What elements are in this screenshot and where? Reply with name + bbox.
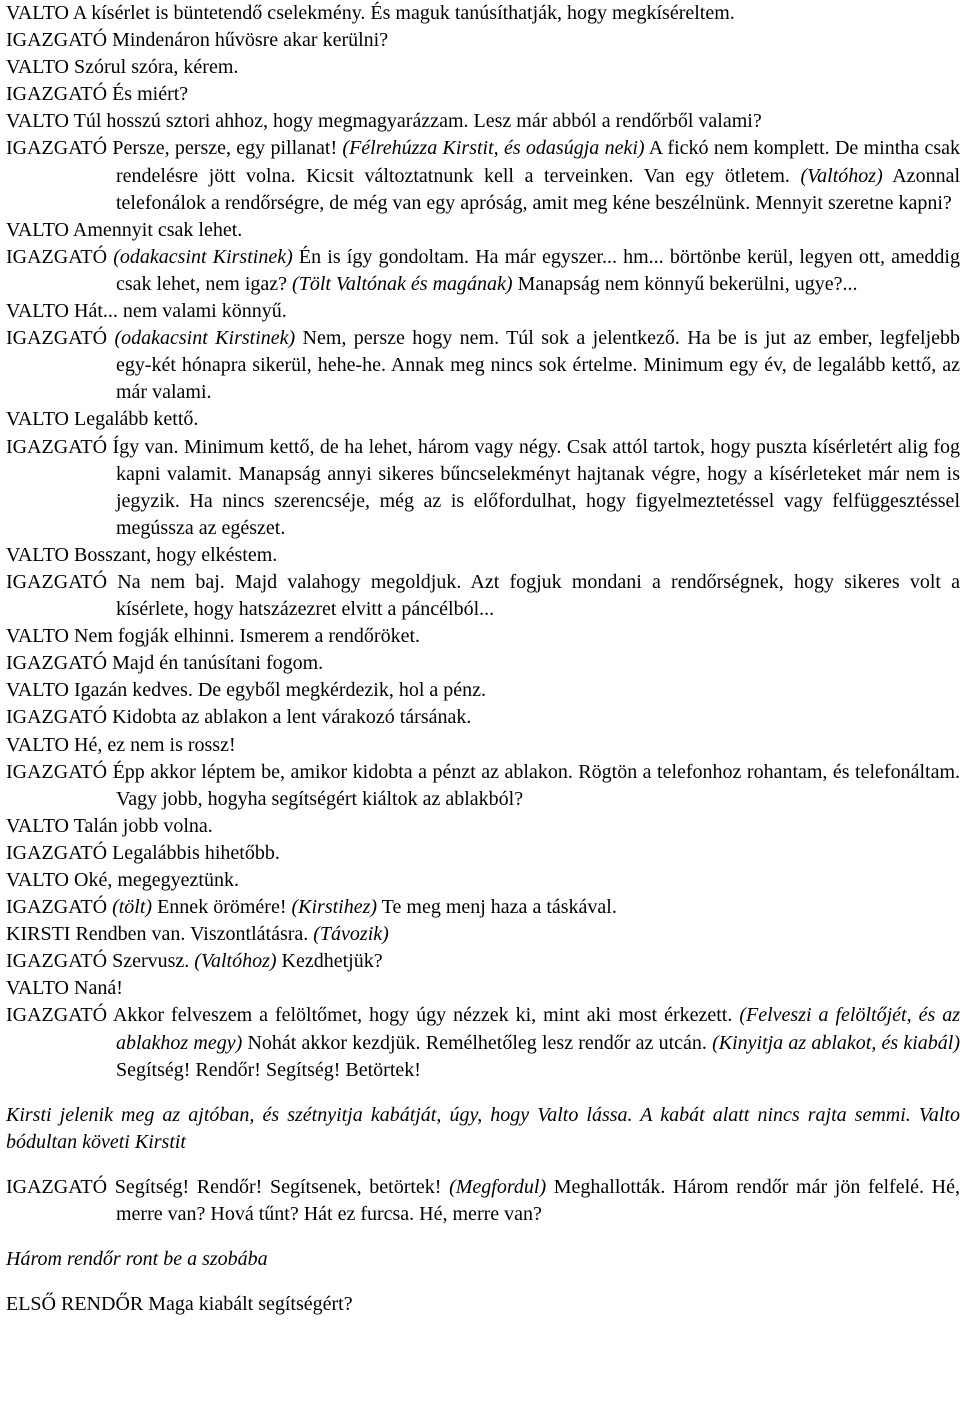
dialogue-line <box>6 542 960 569</box>
speaker-name: VALTO <box>6 56 69 79</box>
dialogue-text: Segítség! Rendőr! Segítsenek, betörtek! <box>107 1175 450 1198</box>
dialogue-text: Épp akkor léptem be, amikor kidobta a pénzt az ablakon. Rögtön a telefonhoz rohantam, és telefonáltam. Vagy jobb, hogyha segítségért kiáltok az ablakból? <box>107 760 960 810</box>
dialogue-text: Bosszant, hogy elkéstem. <box>69 543 278 566</box>
dialogue-line <box>6 1002 960 1083</box>
speaker-name: VALTO <box>6 110 69 133</box>
dialogue-line <box>6 298 960 325</box>
dialogue-line <box>6 569 960 623</box>
dialogue-line <box>6 54 960 81</box>
dialogue-text: Kezdhetjük? <box>276 950 383 973</box>
dialogue-text: Persze, persze, egy pillanat! <box>107 137 343 160</box>
speaker-name: VALTO <box>6 543 69 566</box>
speaker-name: IGAZGATÓ <box>6 245 108 268</box>
stage-direction-inline: (Tölt Valtónak és magának) <box>292 272 513 295</box>
speaker-name: IGAZGATÓ <box>6 570 108 593</box>
dialogue-text: És miért? <box>107 83 189 106</box>
speaker-name: IGAZGATÓ <box>6 1175 108 1198</box>
speaker-name: IGAZGATÓ <box>6 83 108 106</box>
speaker-name: IGAZGATÓ <box>6 652 108 675</box>
dialogue-text: Nem, persze hogy nem. Túl sok a jelentkező. Ha be is jut az ember, legfeljebb egy-két hónapra sikerül, hehe-he. Annak meg nincs sok értelme. Minimum egy év, de legalább kettő, az már valami. <box>116 327 960 404</box>
dialogue-line <box>6 27 960 54</box>
speaker-name: IGAZGATÓ <box>6 706 108 729</box>
speaker-name: VALTO <box>6 408 69 431</box>
dialogue-text: A kísérlet is büntetendő cselekmény. És maguk tanúsíthatják, hogy megkíséreltem. <box>69 2 735 24</box>
stage-direction-inline: (Kinyitja az ablakot, és kiabál) <box>712 1031 960 1054</box>
stage-direction-inline: (Távozik) <box>313 923 389 946</box>
dialogue-text: Naná! <box>69 977 123 1000</box>
dialogue-text: A fickó nem komplett. De mintha csak rendelésre jött volna. Kicsit változtatnunk kell a terveinken. Van egy ötletem. <box>116 137 960 187</box>
speaker-name: IGAZGATÓ <box>6 841 108 864</box>
dialogue-line <box>6 108 960 135</box>
stage-direction: Kirsti jelenik meg az ajtóban, és szétnyitja kabátját, úgy, hogy Valto lássa. A kabát alatt nincs rajta semmi. Valto bódultan követi Kirstit <box>6 1103 960 1153</box>
dialogue-line <box>6 135 960 216</box>
dialogue-line <box>6 840 960 867</box>
dialogue-line <box>6 244 960 298</box>
dialogue-text: Hát... nem valami könnyű. <box>69 300 287 323</box>
stage-direction-inline: (Valtóhoz) <box>800 164 883 187</box>
speaker-name: VALTO <box>6 2 69 24</box>
dialogue-line <box>6 677 960 704</box>
dialogue-text: Szórul szóra, kérem. <box>69 56 239 79</box>
speaker-name: VALTO <box>6 733 69 756</box>
speaker-name: KIRSTI <box>6 923 71 946</box>
dialogue-text: Kidobta az ablakon a lent várakozó társának. <box>107 706 472 729</box>
speaker-name: VALTO <box>6 300 69 323</box>
speaker-name: VALTO <box>6 869 69 891</box>
speaker-name: ELSŐ RENDŐR <box>6 1293 144 1316</box>
dialogue-text: Igazán kedves. De egyből megkérdezik, hol a pénz. <box>69 679 487 702</box>
stage-direction-inline: (Kirstihez) <box>291 896 378 919</box>
stage-direction-inline: (odakacsint Kirstinek) <box>113 245 293 268</box>
dialogue-line <box>6 704 960 731</box>
stage-direction-inline: (tölt) <box>112 896 153 919</box>
dialogue-line <box>6 867 960 894</box>
dialogue-text: Manapság nem könnyű bekerülni, ugye?... <box>512 272 858 295</box>
dialogue-block-after-stage-1 <box>6 1174 960 1228</box>
speaker-name: IGAZGATÓ <box>6 896 108 919</box>
script-page <box>6 0 960 1318</box>
stage-direction: Három rendőr ront be a szobába <box>6 1248 268 1271</box>
dialogue-block <box>6 0 960 1084</box>
dialogue-line <box>6 0 960 27</box>
dialogue-text: Legalább kettő. <box>69 408 199 431</box>
speaker-name: VALTO <box>6 625 69 648</box>
dialogue-line <box>6 975 960 1002</box>
dialogue-text: Hé, ez nem is rossz! <box>69 733 236 756</box>
dialogue-line <box>6 650 960 677</box>
dialogue-line <box>6 623 960 650</box>
dialogue-text: Akkor felveszem a felöltőmet, hogy úgy nézzek ki, mint aki most érkezett. <box>107 1004 740 1027</box>
speaker-name: VALTO <box>6 814 69 837</box>
dialogue-text: Ennek örömére! <box>152 896 292 919</box>
dialogue-line <box>6 921 960 948</box>
dialogue-line <box>6 759 960 813</box>
dialogue-line <box>6 948 960 975</box>
dialogue-text: Oké, megegyeztünk. <box>69 869 239 891</box>
stage-direction-inline: (odakacsint Kirstinek) <box>114 327 296 350</box>
dialogue-text: Na nem baj. Majd valahogy megoldjuk. Azt fogjuk mondani a rendőrségnek, hogy sikeres volt a kísérlete, hogy hatszázezret elvitt a páncélból... <box>107 570 960 621</box>
dialogue-line <box>6 434 960 542</box>
dialogue-text: Majd én tanúsítani fogom. <box>107 652 324 675</box>
stage-direction-inline: (Félrehúzza Kirstit, és odasúgja neki) <box>342 137 645 160</box>
speaker-name: VALTO <box>6 679 69 702</box>
speaker-name: IGAZGATÓ <box>6 950 108 973</box>
dialogue-line <box>6 813 960 840</box>
dialogue-text: Maga kiabált segítségért? <box>143 1293 353 1316</box>
dialogue-text: Nohát akkor kezdjük. Remélhetőleg lesz rendőr az utcán. <box>242 1031 713 1054</box>
dialogue-line <box>6 1291 960 1318</box>
dialogue-line <box>6 406 960 433</box>
dialogue-text: Talán jobb volna. <box>69 814 213 837</box>
dialogue-text: Meghallották. Három rendőr már jön felfelé. Hé, merre van? Hová tűnt? Hát ez furcsa. Hé, merre van? <box>116 1175 960 1226</box>
dialogue-text: Te meg menj haza a táskával. <box>377 896 617 919</box>
stage-direction-inline: (Valtóhoz) <box>194 950 277 973</box>
dialogue-text: Mindenáron hűvösre akar kerülni? <box>107 29 389 52</box>
dialogue-text: Túl hosszú sztori ahhoz, hogy megmagyarázzam. Lesz már abból a rendőrből valami? <box>69 110 762 133</box>
speaker-name: IGAZGATÓ <box>6 435 108 458</box>
speaker-name: VALTO <box>6 218 69 241</box>
dialogue-line <box>6 894 960 921</box>
dialogue-line <box>6 732 960 759</box>
dialogue-text: Nem fogják elhinni. Ismerem a rendőröket. <box>69 625 420 648</box>
dialogue-text: Így van. Minimum kettő, de ha lehet, három vagy négy. Csak attól tartok, hogy puszta kísérletért alig fog kapni valamit. Manapság annyi sikeres bűncselekményt hajtanak végre, hogy a kísérleteket már nem is jegyzik. Ha nincs szerencséje, még az is előfordulhat, hogy figyelmeztetéssel vagy felfüggesztéssel megússza az egészet. <box>107 435 960 539</box>
speaker-name: IGAZGATÓ <box>6 760 108 783</box>
speaker-name: IGAZGATÓ <box>6 1004 108 1027</box>
dialogue-text: Segítség! Rendőr! Segítség! Betörtek! <box>116 1058 421 1081</box>
speaker-name: IGAZGATÓ <box>6 327 108 350</box>
speaker-name: IGAZGATÓ <box>6 137 108 160</box>
stage-direction-inline: (Megfordul) <box>449 1175 547 1198</box>
dialogue-text: Legalábbis hihetőbb. <box>107 841 280 864</box>
dialogue-text: Azonnal telefonálok a rendőrségre, de még van egy apróság, amit meg kéne beszélnünk. Mennyit szeretne kapni? <box>116 164 960 214</box>
dialogue-text: Amennyit csak lehet. <box>69 218 243 241</box>
dialogue-line <box>6 325 960 406</box>
dialogue-line <box>6 217 960 244</box>
dialogue-block-after-stage-2 <box>6 1291 960 1318</box>
stage-direction-inline: (Felveszi a felöltőjét, és az ablakhoz megy) <box>116 1004 960 1054</box>
dialogue-line <box>6 81 960 108</box>
speaker-name: IGAZGATÓ <box>6 29 108 52</box>
dialogue-line <box>6 1174 960 1228</box>
dialogue-text: Én is így gondoltam. Ha már egyszer... hm... börtönbe kerül, legyen ott, ameddig csak lehet, nem igaz? <box>116 245 960 295</box>
dialogue-text: Szervusz. <box>107 950 195 973</box>
dialogue-text: Rendben van. Viszontlátásra. <box>70 923 314 946</box>
speaker-name: VALTO <box>6 977 69 1000</box>
